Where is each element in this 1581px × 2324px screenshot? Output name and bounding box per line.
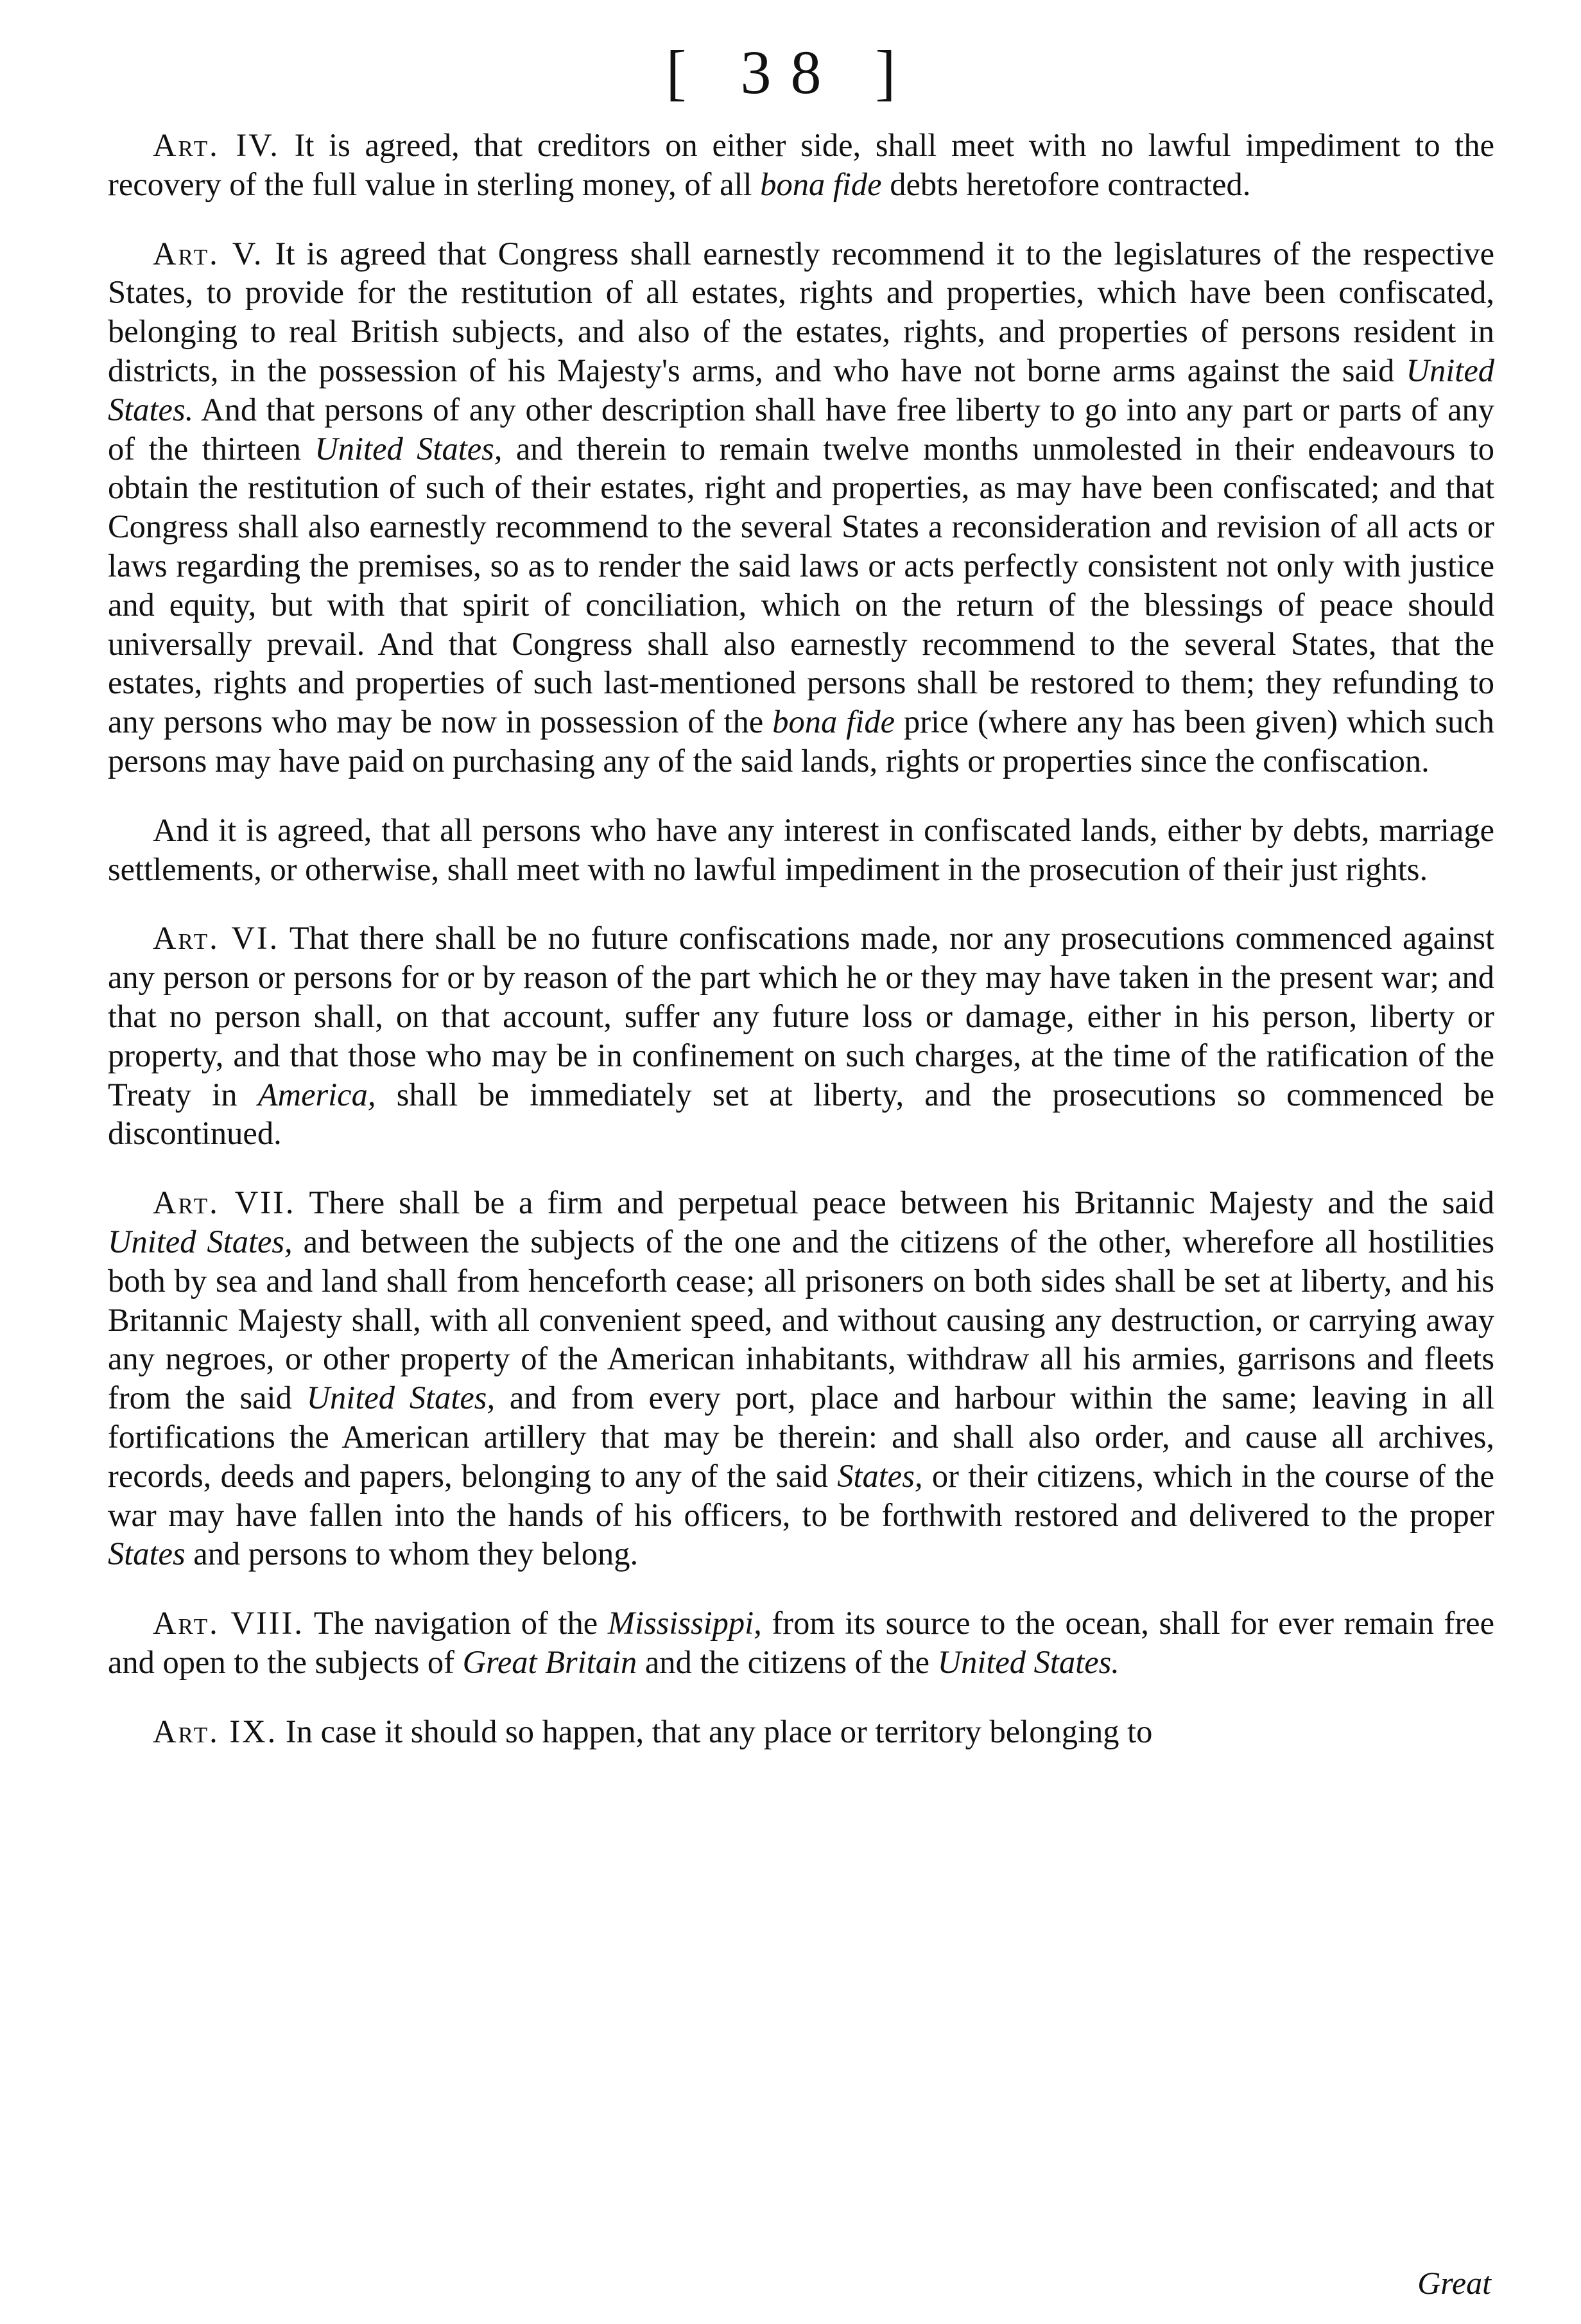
article-text: In case it should so happen, that any place or territory belonging to (277, 1713, 1153, 1749)
catchword: Great (1417, 2265, 1491, 2301)
article-text: price (where any has been given) which such persons may have paid on purchasing any of the said lands, rights or properties since the confiscation. (108, 704, 1494, 779)
article-text: and from every port, place and harbour within the same; leaving in all fortifications the American artillery that may be therein: and shall also order, and cause all archives, records, deeds and papers, belonging to any of the said (108, 1380, 1494, 1494)
article-label: Art. V. (153, 235, 264, 272)
article-italic: Great Britain (462, 1643, 637, 1680)
article-italic: United States. (108, 352, 1494, 428)
article-text: It is agreed, that creditors on either side, shall meet with no lawful impediment to the recovery of the full value in sterling money, of all (108, 127, 1494, 202)
article-text: The navigation of the (304, 1605, 608, 1642)
document-body (108, 126, 1494, 1781)
article-italic: United States. (937, 1643, 1119, 1680)
article-5-continuation (108, 811, 1494, 889)
article-italic: States, (837, 1457, 923, 1494)
article-7 (108, 1183, 1494, 1574)
article-italic: United States, (315, 430, 503, 467)
article-italic: America, (257, 1076, 376, 1113)
page-number: [ 38 ] (666, 38, 915, 107)
article-text: and persons to whom they belong. (185, 1536, 639, 1572)
article-italic: bona fide (772, 704, 895, 740)
article-text: And it is agreed, that all persons who have any interest in confiscated lands, either by debts, marriage settlements, or otherwise, shall meet with no lawful impediment in the prosecution of their just rights. (108, 811, 1494, 887)
article-8 (108, 1604, 1494, 1682)
article-text: shall be immediately set at liberty, and the prosecutions so commenced be discontinued. (108, 1076, 1494, 1152)
article-text: and therein to remain twelve months unmolested in their endeavours to obtain the restitution of such of their estates, right and properties, as may have been confiscated; and that Congress shall also earnestly recommend to the several States a reconsideration and revision of all acts or laws regarding the premises, so as to render the said laws or acts perfectly consistent not only with justice and equity, but with that spirit of conciliation, which on the return of the blessings of peace should universally prevail. And that Congress shall also earnestly recommend to the several States, that the estates, rights and properties of such last-mentioned persons shall be restored to them; they refunding to any persons who may be now in possession of the (108, 430, 1495, 740)
article-text: and the citizens of the (637, 1643, 938, 1680)
article-italic: Mississippi, (607, 1605, 762, 1642)
article-italic: bona fide (760, 166, 882, 202)
article-9 (108, 1712, 1494, 1751)
article-italic: United States, (306, 1380, 496, 1416)
article-text: That there shall be no future confiscations made, nor any prosecutions commenced against any person or persons for or by reason of the part which he or they may have taken in the present war; and that no person shall, on that account, suffer any future loss or damage, either in his person, liberty or property, and that those who may be in confinement on such charges, at the time of the ratification of the Treaty in (108, 920, 1494, 1113)
article-6 (108, 919, 1494, 1153)
article-label: Art. VII. (153, 1184, 296, 1221)
article-label: Art. VIII. (153, 1605, 305, 1642)
article-italic: United States, (108, 1223, 293, 1260)
article-text: from its source to the ocean, shall for ever remain free and open to the subjects of (108, 1605, 1494, 1680)
article-text: debts heretofore contracted. (881, 166, 1251, 202)
article-label: Art. VI. (153, 920, 280, 957)
article-text: There shall be a firm and perpetual peace between his Britannic Majesty and the said (295, 1184, 1494, 1221)
article-5 (108, 234, 1494, 781)
article-text: and between the subjects of the one and the citizens of the other, wherefore all hostilities both by sea and land shall from henceforth cease; all prisoners on both sides shall be set at liberty, and his Britannic Majesty shall, with all convenient speed, and without causing any destruction, or carrying away any negroes, or other property of the American inhabitants, withdraw all his armies, garrisons and fleets from the said (108, 1223, 1494, 1416)
article-text: or their citizens, which in the course of the war may have fallen into the hands of his officers, to be forthwith restored and delivered to the proper (108, 1457, 1495, 1533)
article-label: Art. IX. (153, 1713, 278, 1749)
article-text: And that persons of any other description shall have free liberty to go into any part or parts of any of the thirteen (108, 391, 1494, 467)
article-label: Art. IV. (153, 127, 280, 163)
article-text: It is agreed that Congress shall earnestly recommend it to the legislatures of the respective States, to provide for the restitution of all estates, rights and properties, which have been confiscated, belonging to real British subjects, and also of the estates, rights, and properties of persons resident in districts, in the possession of his Majesty's arms, and who have not borne arms against the said (108, 235, 1495, 388)
article-4 (108, 126, 1494, 204)
article-italic: States (108, 1536, 186, 1572)
